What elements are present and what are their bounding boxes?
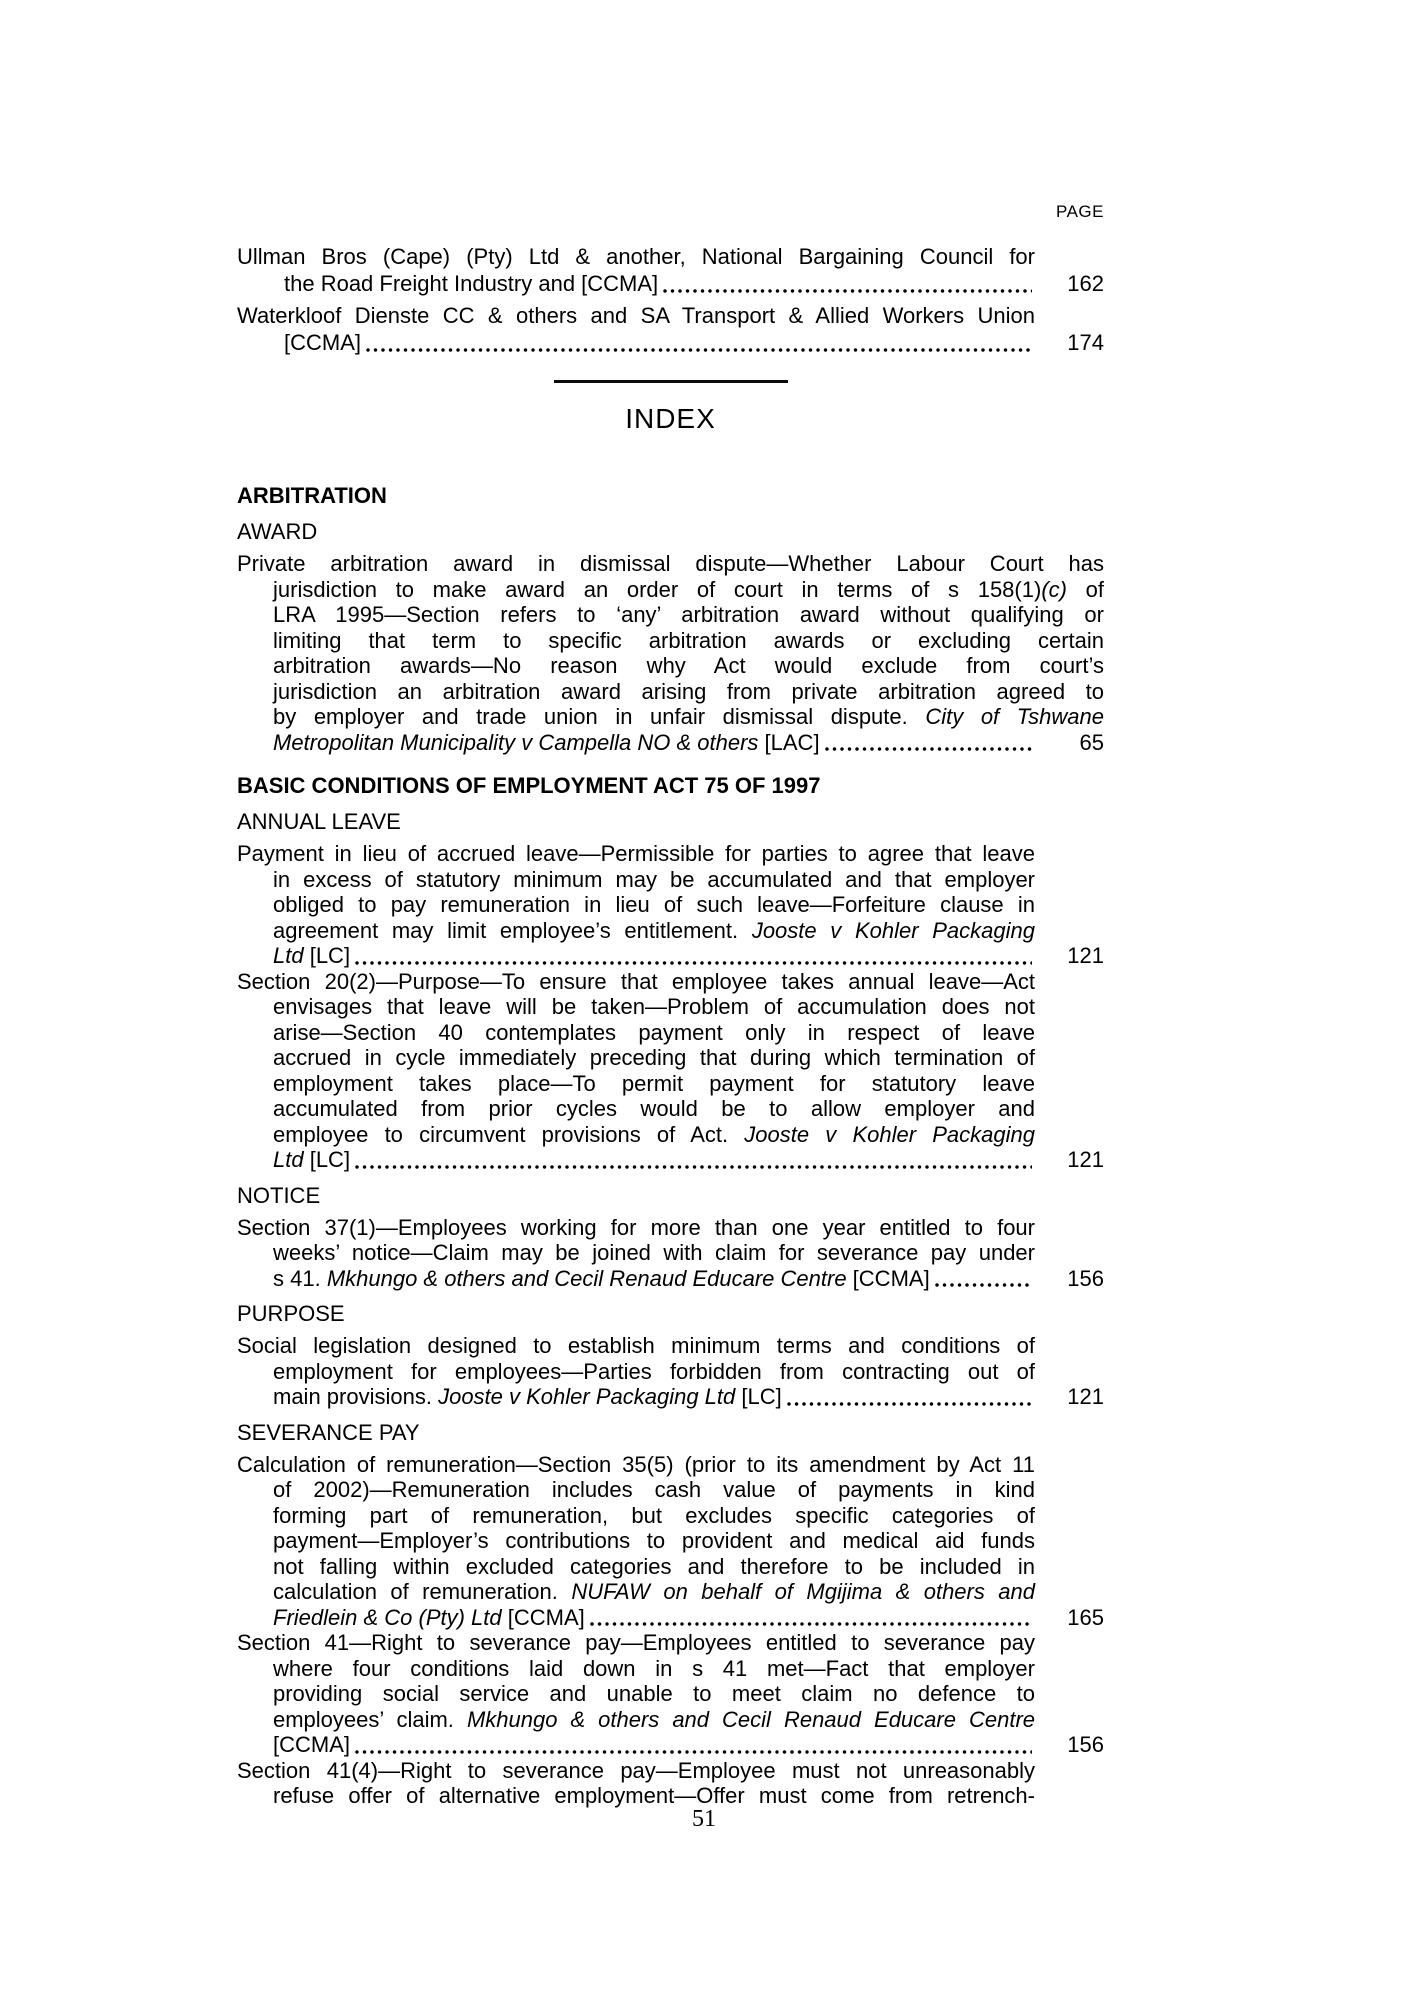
entry-text: Ullman Bros (Cape) (Pty) Ltd & another, National Bargaining Council for xyxy=(237,244,1035,269)
entry-line xyxy=(237,969,1035,995)
leader-line xyxy=(237,1732,1104,1758)
entry-text: where four conditions laid down in s 41 met—Fact that employer xyxy=(273,1655,1035,1681)
entry-text: LRA 1995—Section refers to ‘any’ arbitration award without qualifying or xyxy=(273,602,1104,627)
entry-line xyxy=(237,1071,1035,1097)
entry-text: by employer and trade union in unfair dismissal dispute. xyxy=(273,704,926,729)
case-name-italic: Friedlein & Co (Pty) Ltd xyxy=(273,1604,502,1630)
case-name-italic: Mkhungo & others and Cecil Renaud Educare Centre xyxy=(466,1706,1036,1732)
entry-text: providing social service and unable to meet claim no defence to xyxy=(273,1681,1035,1706)
entry-text: jurisdiction an arbitration award arising from private arbitration agreed to xyxy=(273,678,1104,704)
page-ref: 174 xyxy=(1067,330,1104,355)
entry-text: employee to circumvent provisions of Act. xyxy=(273,1121,745,1147)
case-name-italic: NUFAW on behalf of Mgijima & others and xyxy=(571,1579,1036,1604)
entry-text: Payment in lieu of accrued leave—Permissible for parties to agree that leave xyxy=(237,841,1035,866)
dotted-leader xyxy=(825,747,1032,751)
entry-line xyxy=(237,1707,1035,1733)
index-sections xyxy=(237,483,1104,1809)
leader-line xyxy=(237,1605,1104,1631)
dotted-leader xyxy=(663,289,1032,293)
entry-text: not falling within excluded categories and therefore to be included in xyxy=(273,1553,1035,1579)
entry-line xyxy=(237,1579,1035,1605)
page-column-header: PAGE xyxy=(1056,202,1104,221)
index-item xyxy=(237,969,1104,1173)
index-title: INDEX xyxy=(625,403,716,434)
entry-text: Section 41—Right to severance pay—Employees entitled to severance pay xyxy=(237,1630,1035,1655)
leader-line xyxy=(237,1384,1104,1410)
entry-text: limiting that term to specific arbitration awards or excluding certain xyxy=(273,627,1104,653)
index-item xyxy=(237,302,1104,356)
entry-line-text xyxy=(273,1266,930,1292)
entry-text: [CCMA] xyxy=(273,1732,350,1757)
section-heading: ARBITRATION xyxy=(237,483,387,508)
entry-text: [LC] xyxy=(303,1147,351,1172)
entry-text: payment—Employer’s contributions to provident and medical aid funds xyxy=(273,1528,1035,1553)
entry-text: Section 41(4)—Right to severance pay—Employee must not unreasonably xyxy=(237,1757,1035,1783)
entry-text: [CCMA] xyxy=(284,330,361,355)
dotted-leader xyxy=(355,1750,1032,1754)
subsection-heading: SEVERANCE PAY xyxy=(237,1419,420,1445)
entry-text: the Road Freight Industry and [CCMA] xyxy=(284,271,659,296)
entry-text: accumulated from prior cycles would be to allow employer and xyxy=(273,1096,1035,1121)
leader-line xyxy=(237,943,1104,969)
entry-line-text xyxy=(284,329,361,356)
entry-line xyxy=(237,1656,1035,1682)
entry-text: in excess of statutory minimum may be accumulated and that employer xyxy=(273,866,1035,892)
entry-line xyxy=(237,1758,1035,1784)
index-section xyxy=(237,483,1104,755)
entry-line xyxy=(237,1359,1035,1385)
entry-text: employees’ claim. xyxy=(273,1706,467,1732)
index-item xyxy=(237,1758,1104,1809)
index-item xyxy=(237,1452,1104,1631)
dotted-leader xyxy=(935,1283,1032,1287)
page-ref: 65 xyxy=(1079,729,1104,755)
entry-text: [CCMA] xyxy=(501,1604,585,1630)
subsection-heading: NOTICE xyxy=(237,1182,321,1208)
case-name-italic: Mkhungo & others and Cecil Renaud Educare Centre xyxy=(326,1265,847,1291)
entry-text: weeks’ notice—Claim may be joined with claim for severance pay under xyxy=(273,1240,1035,1265)
entry-line xyxy=(237,1681,1035,1707)
entry-text: arbitration awards—No reason why Act would exclude from court’s xyxy=(273,653,1104,678)
entry-line xyxy=(237,1122,1035,1148)
entry-text: Waterkloof Dienste CC & others and SA Transport & Allied Workers Union xyxy=(237,303,1035,328)
entry-line xyxy=(237,628,1104,654)
entry-line xyxy=(237,602,1104,628)
case-name-italic: Metropolitan Municipality v Campella NO & others xyxy=(273,729,759,755)
case-name-italic: Jooste v Kohler Packaging xyxy=(751,917,1035,943)
dotted-leader xyxy=(355,1165,1032,1169)
page-ref: 165 xyxy=(1067,1604,1104,1630)
index-item xyxy=(237,841,1104,969)
entry-line xyxy=(237,841,1035,867)
leader-line xyxy=(237,270,1104,297)
entry-line-text xyxy=(273,943,350,969)
entry-text: of xyxy=(1066,576,1104,602)
entry-text: Private arbitration award in dismissal dispute—Whether Labour Court has xyxy=(237,551,1104,576)
entry-line xyxy=(237,243,1035,270)
entry-line xyxy=(237,867,1035,893)
dotted-leader xyxy=(366,348,1032,352)
page-ref: 162 xyxy=(1067,271,1104,296)
entry-line xyxy=(237,653,1104,679)
case-list xyxy=(237,243,1104,356)
entry-text: [LC] xyxy=(735,1384,782,1409)
entry-text: refuse offer of alternative employment—Offer must come from retrench- xyxy=(273,1783,1035,1808)
entry-text: arise—Section 40 contemplates payment only in respect of leave xyxy=(273,1019,1035,1045)
entry-line-text xyxy=(273,1732,350,1758)
entry-text: accrued in cycle immediately preceding that during which termination of xyxy=(273,1045,1035,1070)
entry-line-text xyxy=(273,1147,350,1173)
section-heading: BASIC CONDITIONS OF EMPLOYMENT ACT 75 OF 1997 xyxy=(237,773,821,798)
entry-text: [LAC] xyxy=(758,729,820,755)
dotted-leader xyxy=(787,1402,1032,1406)
leader-line xyxy=(237,1266,1104,1292)
entry-line xyxy=(237,704,1104,730)
page-ref: 156 xyxy=(1067,1265,1104,1291)
entry-line-text xyxy=(273,730,820,756)
entry-line xyxy=(237,994,1035,1020)
page-ref: 156 xyxy=(1067,1732,1104,1757)
case-name-italic: (c) xyxy=(1041,576,1067,602)
entry-line xyxy=(237,1477,1035,1503)
entry-line-text xyxy=(273,1384,782,1410)
entry-line xyxy=(237,1503,1035,1529)
page-ref: 121 xyxy=(1067,1384,1104,1409)
leader-line xyxy=(237,730,1104,756)
entry-line xyxy=(237,1783,1035,1809)
entry-line xyxy=(237,1333,1035,1359)
entry-text: Calculation of remuneration—Section 35(5) (prior to its amendment by Act 11 xyxy=(237,1451,1035,1477)
entry-line-text xyxy=(284,270,658,297)
entry-text: employment for employees—Parties forbidden from contracting out of xyxy=(273,1358,1035,1384)
entry-line xyxy=(237,1096,1035,1122)
entry-text: Social legislation designed to establish minimum terms and conditions of xyxy=(237,1333,1035,1358)
page-ref: 121 xyxy=(1067,1147,1104,1172)
leader-line xyxy=(237,1147,1104,1173)
entry-line xyxy=(237,551,1104,577)
entry-line xyxy=(237,1240,1035,1266)
entry-line xyxy=(237,1452,1035,1478)
index-section xyxy=(237,773,1104,1809)
entry-line xyxy=(237,1554,1035,1580)
entry-line xyxy=(237,1630,1035,1656)
index-item xyxy=(237,1630,1104,1758)
subsection-heading: ANNUAL LEAVE xyxy=(237,809,401,834)
entry-text: Section 37(1)—Employees working for more than one year entitled to four xyxy=(237,1214,1035,1240)
subsection-heading: PURPOSE xyxy=(237,1301,345,1326)
entry-line xyxy=(237,1045,1035,1071)
case-name-italic: City of Tshwane xyxy=(925,704,1104,729)
entry-line xyxy=(237,1528,1035,1554)
entry-text: [LC] xyxy=(303,943,351,968)
entry-text: envisages that leave will be taken—Problem of accumulation does not xyxy=(273,994,1035,1019)
entry-text: employment takes place—To permit payment for statutory leave xyxy=(273,1070,1035,1096)
entry-text: main provisions. xyxy=(273,1384,439,1409)
entry-line xyxy=(237,918,1035,944)
entry-text: [CCMA] xyxy=(846,1265,930,1291)
index-item xyxy=(237,1215,1104,1292)
entry-line xyxy=(237,892,1035,918)
entry-line xyxy=(237,577,1104,603)
section-divider xyxy=(554,380,788,383)
index-item xyxy=(237,551,1104,755)
entry-line xyxy=(237,1020,1035,1046)
entry-line-text xyxy=(273,1605,585,1631)
dotted-leader xyxy=(590,1622,1032,1626)
subsection-heading: AWARD xyxy=(237,519,318,544)
entry-text: Section 20(2)—Purpose—To ensure that employee takes annual leave—Act xyxy=(237,968,1035,994)
entry-text: s 41. xyxy=(273,1265,327,1291)
index-item xyxy=(237,1333,1104,1410)
page-ref: 121 xyxy=(1067,943,1104,968)
dotted-leader xyxy=(355,961,1032,965)
entry-text: jurisdiction to make award an order of court in terms of s 158(1) xyxy=(273,576,1042,602)
case-name-italic: Ltd xyxy=(273,943,304,968)
folio-page-number: 51 xyxy=(692,1806,716,1832)
case-name-italic: Ltd xyxy=(273,1147,304,1172)
case-name-italic: Jooste v Kohler Packaging Ltd xyxy=(438,1384,736,1409)
entry-text: obliged to pay remuneration in lieu of such leave—Forfeiture clause in xyxy=(273,892,1035,917)
text-column xyxy=(237,0,1104,1809)
entry-line xyxy=(237,1215,1035,1241)
entry-text: of 2002)—Remuneration includes cash value of payments in kind xyxy=(273,1477,1035,1502)
entry-line xyxy=(237,302,1035,329)
entry-text: calculation of remuneration. xyxy=(273,1579,572,1604)
entry-text: forming part of remuneration, but excludes specific categories of xyxy=(273,1502,1035,1528)
case-name-italic: Jooste v Kohler Packaging xyxy=(744,1121,1035,1147)
entry-line xyxy=(237,679,1104,705)
leader-line xyxy=(237,329,1104,356)
entry-text: agreement may limit employee’s entitlement. xyxy=(273,917,752,943)
index-item xyxy=(237,243,1104,297)
